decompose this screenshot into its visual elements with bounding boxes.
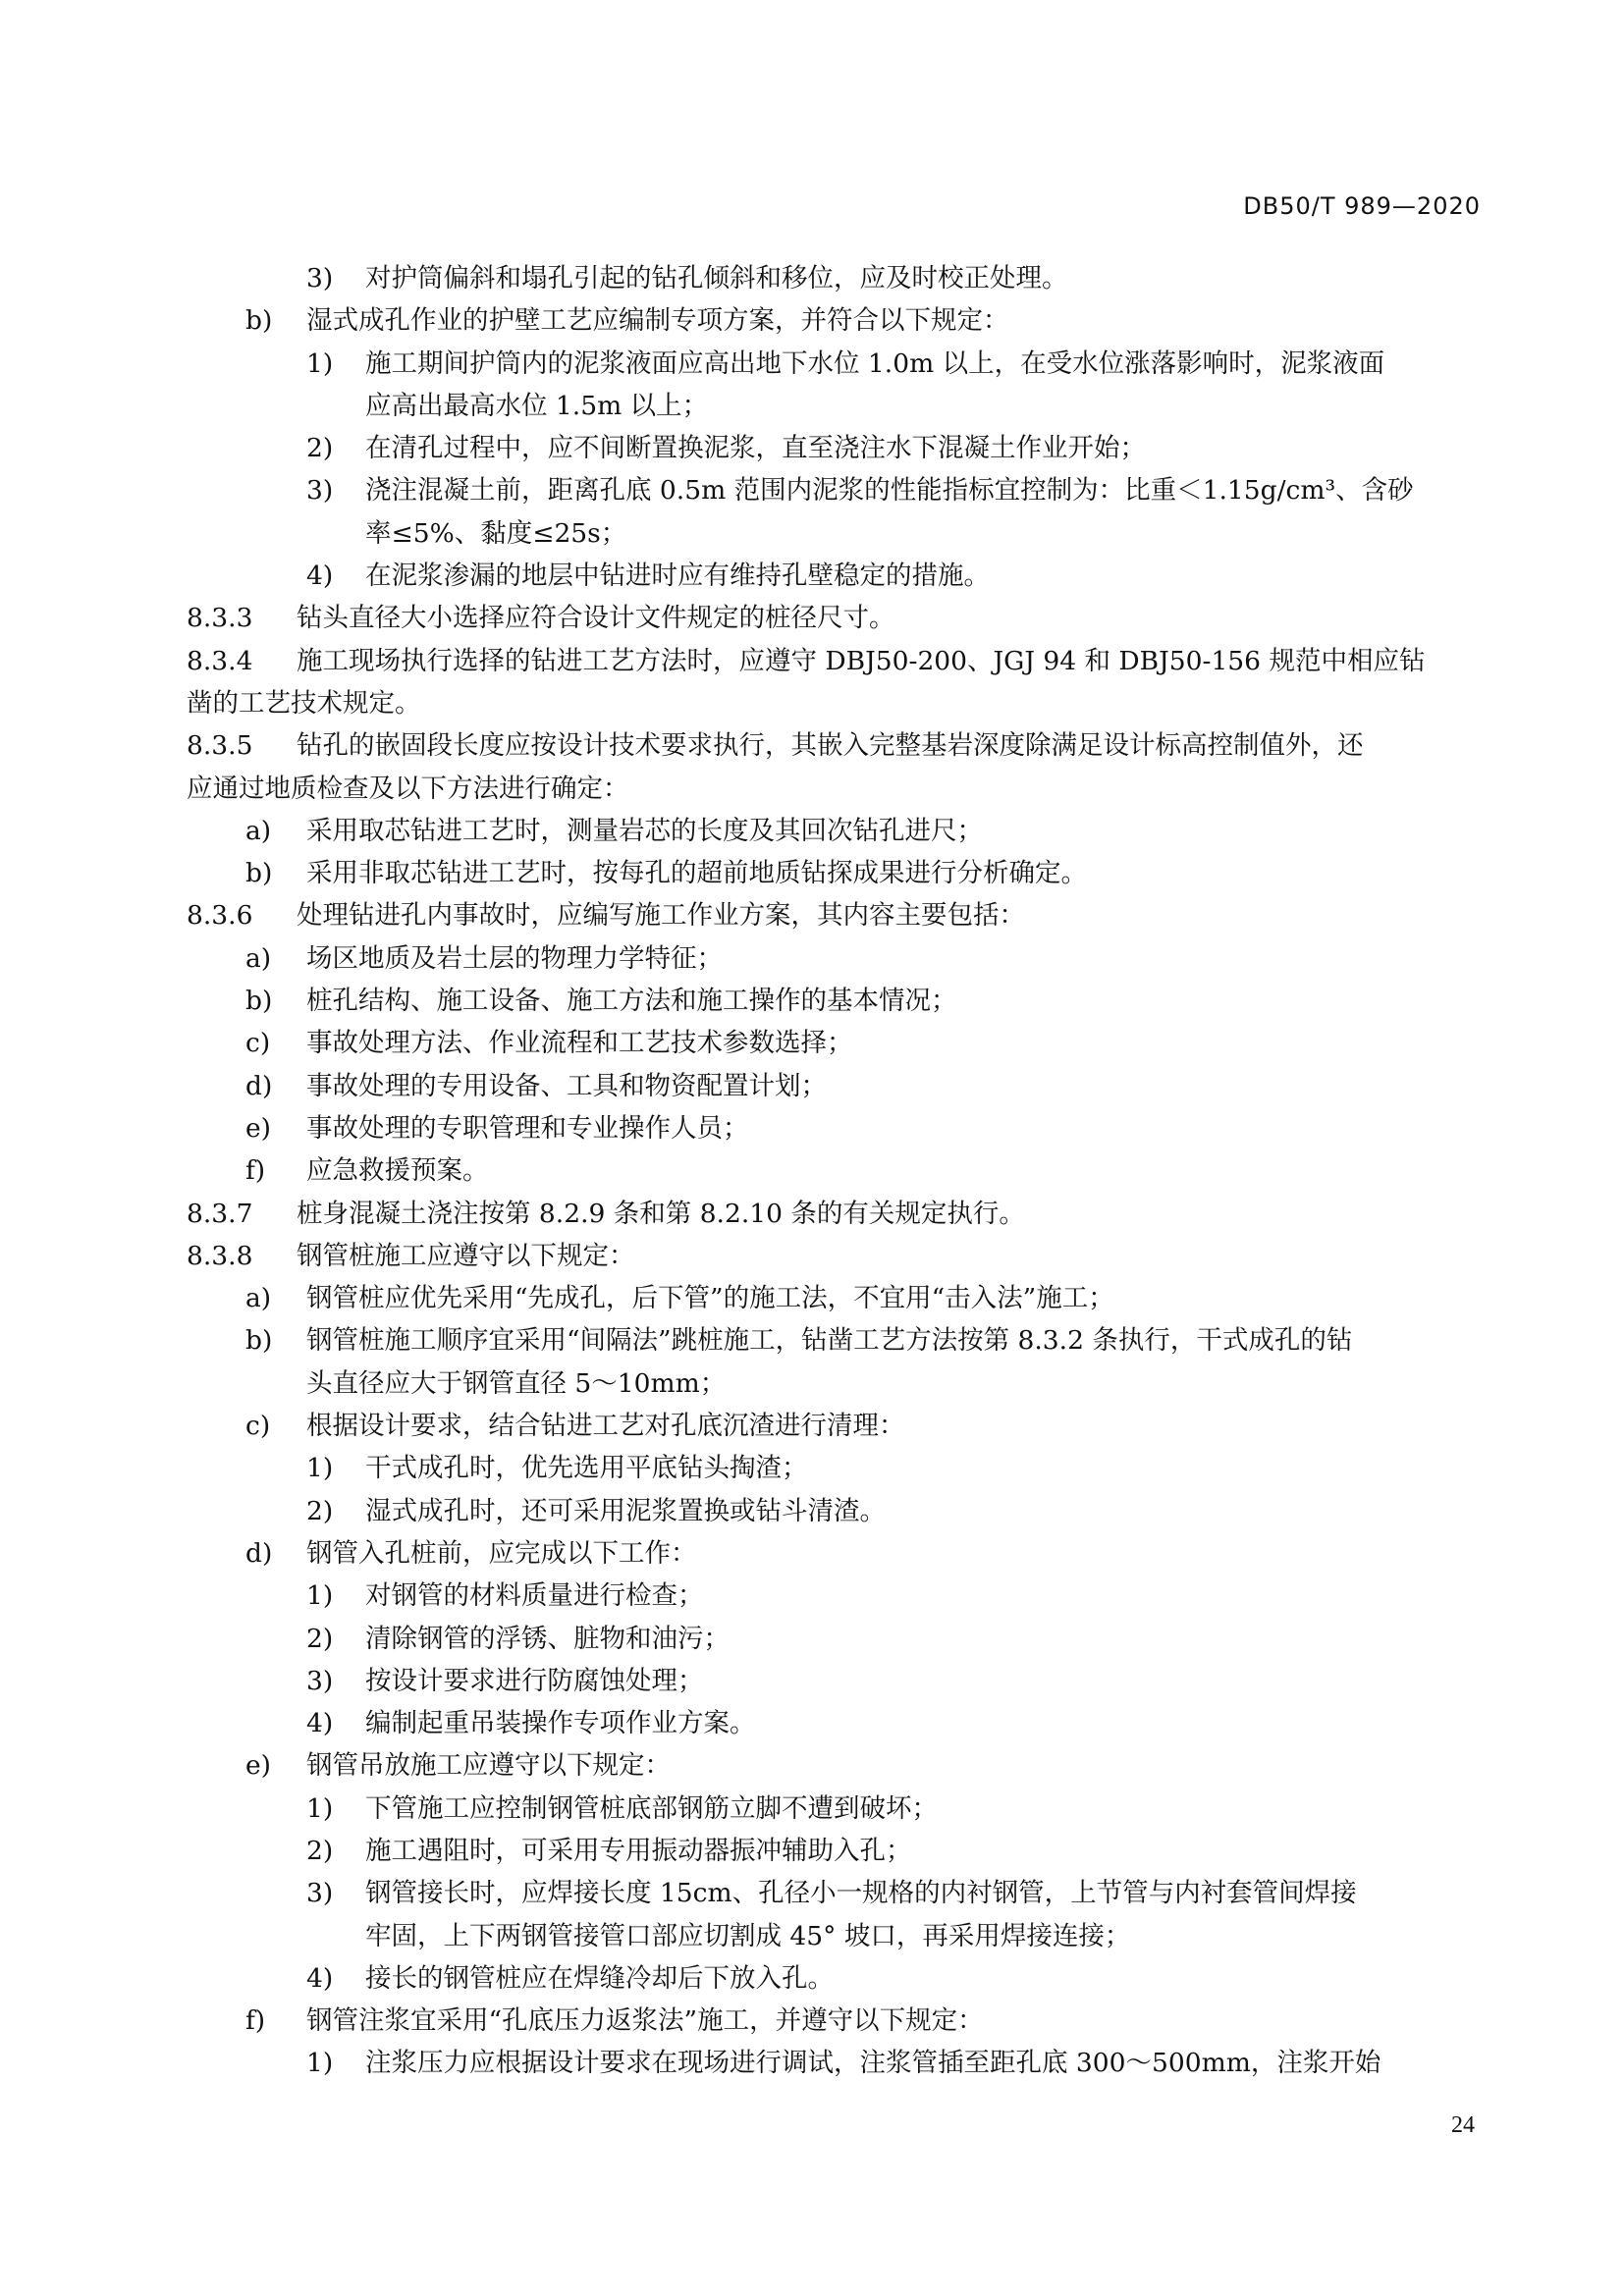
clause-line [187,555,1473,597]
clause-text: 干式成孔时，优先选用平底钻头掏渣； [365,1453,808,1484]
clause-line [187,937,1473,980]
clause-number: b) [245,986,273,1017]
clause-number: a) [245,1283,272,1314]
clause-line [187,1575,1473,1617]
document-body [187,257,1473,2085]
clause-line [187,299,1473,342]
clause-continuation-line [187,768,1473,810]
clause-line [187,1872,1473,1914]
clause-number: 8.3.6 [187,900,253,932]
clause-text: 牢固，上下两钢管接管口部应切割成 45° 坡口，再采用焊接连接； [365,1920,1131,1951]
clause-text: 钢管桩应优先采用“先成孔，后下管”的施工法，不宜用“击入法”施工； [306,1283,1114,1314]
clause-number: 1) [306,2048,334,2079]
clause-number: a) [245,942,272,974]
clause-text: 处理钻进孔内事故时，应编写施工作业方案，其内容主要包括： [297,900,1025,932]
clause-text: 按设计要求进行防腐蚀处理； [365,1665,704,1696]
clause-continuation-line [187,512,1473,555]
clause-text: 接长的钢管桩应在焊缝冷却后下放入孔。 [365,1962,834,1994]
clause-line [187,1319,1473,1362]
clause-line [187,469,1473,511]
clause-text: 施工遇阻时，可采用专用振动器振冲辅助入孔； [365,1835,912,1866]
clause-number: 2) [306,1495,334,1526]
clause-text: 钻孔的嵌固段长度应按设计技术要求执行，其嵌入完整基岩深度除满足设计标高控制值外，还 [297,730,1364,762]
clause-text: 根据设计要求，结合钻进工艺对孔底沉渣进行清理： [306,1411,905,1442]
clause-line [187,343,1473,385]
clause-line [187,2042,1473,2084]
clause-number: 1) [306,1580,334,1612]
clause-text: 钻头直径大小选择应符合设计文件规定的桩径尺寸。 [297,603,895,634]
clause-line [187,257,1473,299]
clause-text: 对钢管的材料质量进行检查； [365,1580,704,1612]
clause-text: 应高出最高水位 1.5m 以上； [365,390,709,421]
clause-number: c) [245,1411,271,1442]
clause-number: d) [245,1537,273,1569]
clause-line [187,1618,1473,1660]
clause-line [187,1957,1473,2000]
clause-number: e) [245,1750,272,1782]
document-code: DB50/T 989—2020 [1243,192,1481,220]
clause-line [187,1193,1473,1235]
clause-line [187,980,1473,1022]
clause-number: 8.3.7 [187,1198,253,1229]
clause-text: 注浆压力应根据设计要求在现场进行调试，注浆管插至距孔底 300～500mm，注浆开始 [365,2048,1381,2079]
clause-text: 凿的工艺技术规定。 [187,687,421,719]
clause-number: a) [245,815,272,846]
clause-line [187,724,1473,767]
clause-line [187,1235,1473,1277]
clause-number: 1) [306,1792,334,1824]
clause-continuation-line [187,1362,1473,1405]
clause-line [187,1830,1473,1872]
clause-number: b) [245,1325,273,1357]
clause-text: 湿式成孔作业的护壁工艺应编制专项方案，并符合以下规定： [306,305,1009,337]
clause-text: 应急救援预案。 [306,1155,489,1187]
clause-number: 8.3.5 [187,730,253,762]
clause-number: 4) [306,1962,334,1994]
clause-line [187,1149,1473,1192]
clause-number: 1) [306,347,334,379]
clause-number: 4) [306,1708,334,1739]
clause-text: 桩身混凝土浇注按第 8.2.9 条和第 8.2.10 条的有关规定执行。 [297,1198,1025,1229]
clause-line [187,1405,1473,1447]
clause-text: 桩孔结构、施工设备、施工方法和施工操作的基本情况； [306,986,957,1017]
clause-line [187,810,1473,852]
clause-line [187,1788,1473,1830]
clause-text: 应通过地质检查及以下方法进行确定： [187,773,629,804]
clause-number: e) [245,1112,272,1144]
clause-text: 清除钢管的浮锈、脏物和油污； [365,1623,730,1654]
clause-line [187,1107,1473,1149]
clause-line [187,1660,1473,1702]
clause-text: 浇注混凝土前，距离孔底 0.5m 范围内泥浆的性能指标宜控制为：比重＜1.15g/cm³、含砂 [365,475,1414,507]
clause-number: 3) [306,475,334,507]
clause-number: 3) [306,1878,334,1909]
clause-line [187,597,1473,639]
clause-number: f) [245,2005,266,2037]
clause-continuation-line [187,1915,1473,1957]
page-number: 24 [1451,2112,1475,2138]
clause-line [187,1532,1473,1575]
clause-text: 钢管吊放施工应遵守以下规定： [306,1750,671,1782]
clause-line [187,2000,1473,2042]
clause-number: 8.3.8 [187,1240,253,1271]
clause-text: 场区地质及岩土层的物理力学特征； [306,942,723,974]
clause-text: 钢管桩施工顺序宜采用“间隔法”跳桩施工，钻凿工艺方法按第 8.3.2 条执行，干式成孔的钻 [306,1325,1353,1357]
clause-line [187,1277,1473,1319]
clause-text: 采用非取芯钻进工艺时，按每孔的超前地质钻探成果进行分析确定。 [306,858,1087,889]
clause-number: 3) [306,1665,334,1696]
clause-text: 施工期间护筒内的泥浆液面应高出地下水位 1.0m 以上，在受水位涨落影响时，泥浆液面 [365,347,1385,379]
clause-text: 事故处理的专职管理和专业操作人员； [306,1112,749,1144]
clause-continuation-line [187,385,1473,427]
clause-text: 钢管接长时，应焊接长度 15cm、孔径小一规格的内衬钢管，上节管与内衬套管间焊接 [365,1878,1357,1909]
clause-text: 湿式成孔时，还可采用泥浆置换或钻斗清渣。 [365,1495,886,1526]
clause-text: 头直径应大于钢管直径 5～10mm； [306,1367,727,1399]
clause-number: 1) [306,1453,334,1484]
clause-number: 8.3.4 [187,645,253,676]
clause-text: 采用取芯钻进工艺时，测量岩芯的长度及其回次钻孔进尺； [306,815,983,846]
clause-line [187,640,1473,682]
clause-number: d) [245,1070,273,1101]
clause-line [187,427,1473,469]
clause-text: 施工现场执行选择的钻进工艺方法时，应遵守 DBJ50-200、JGJ 94 和 DBJ50-156 规范中相应钻 [297,645,1426,676]
clause-line [187,852,1473,894]
clause-continuation-line [187,682,1473,724]
clause-number: f) [245,1155,266,1187]
clause-text: 在清孔过程中，应不间断置换泥浆，直至浇注水下混凝土作业开始； [365,433,1146,464]
clause-number: 2) [306,433,334,464]
clause-number: c) [245,1028,271,1059]
clause-text: 事故处理的专用设备、工具和物资配置计划； [306,1070,827,1101]
clause-number: b) [245,858,273,889]
clause-number: 4) [306,561,334,592]
clause-text: 对护筒偏斜和塌孔引起的钻孔倾斜和移位，应及时校正处理。 [365,263,1068,294]
clause-text: 钢管注浆宜采用“孔底压力返浆法”施工，并遵守以下规定： [306,2005,984,2037]
clause-line [187,1022,1473,1064]
clause-line [187,1702,1473,1744]
clause-text: 编制起重吊装操作专项作业方案。 [365,1708,756,1739]
clause-number: 8.3.3 [187,603,253,634]
clause-text: 率≤5%、黏度≤25s； [365,517,627,549]
clause-text: 事故处理方法、作业流程和工艺技术参数选择； [306,1028,853,1059]
clause-text: 钢管入孔桩前，应完成以下工作： [306,1537,697,1569]
clause-number: b) [245,305,273,337]
clause-text: 在泥浆渗漏的地层中钻进时应有维持孔壁稳定的措施。 [365,561,990,592]
clause-text: 钢管桩施工应遵守以下规定： [297,1240,635,1271]
clause-line [187,894,1473,936]
clause-number: 2) [306,1835,334,1866]
clause-line [187,1065,1473,1107]
clause-text: 下管施工应控制钢管桩底部钢筋立脚不遭到破坏； [365,1792,938,1824]
clause-line [187,1490,1473,1532]
clause-number: 3) [306,263,334,294]
clause-number: 2) [306,1623,334,1654]
clause-line [187,1744,1473,1787]
clause-line [187,1447,1473,1489]
